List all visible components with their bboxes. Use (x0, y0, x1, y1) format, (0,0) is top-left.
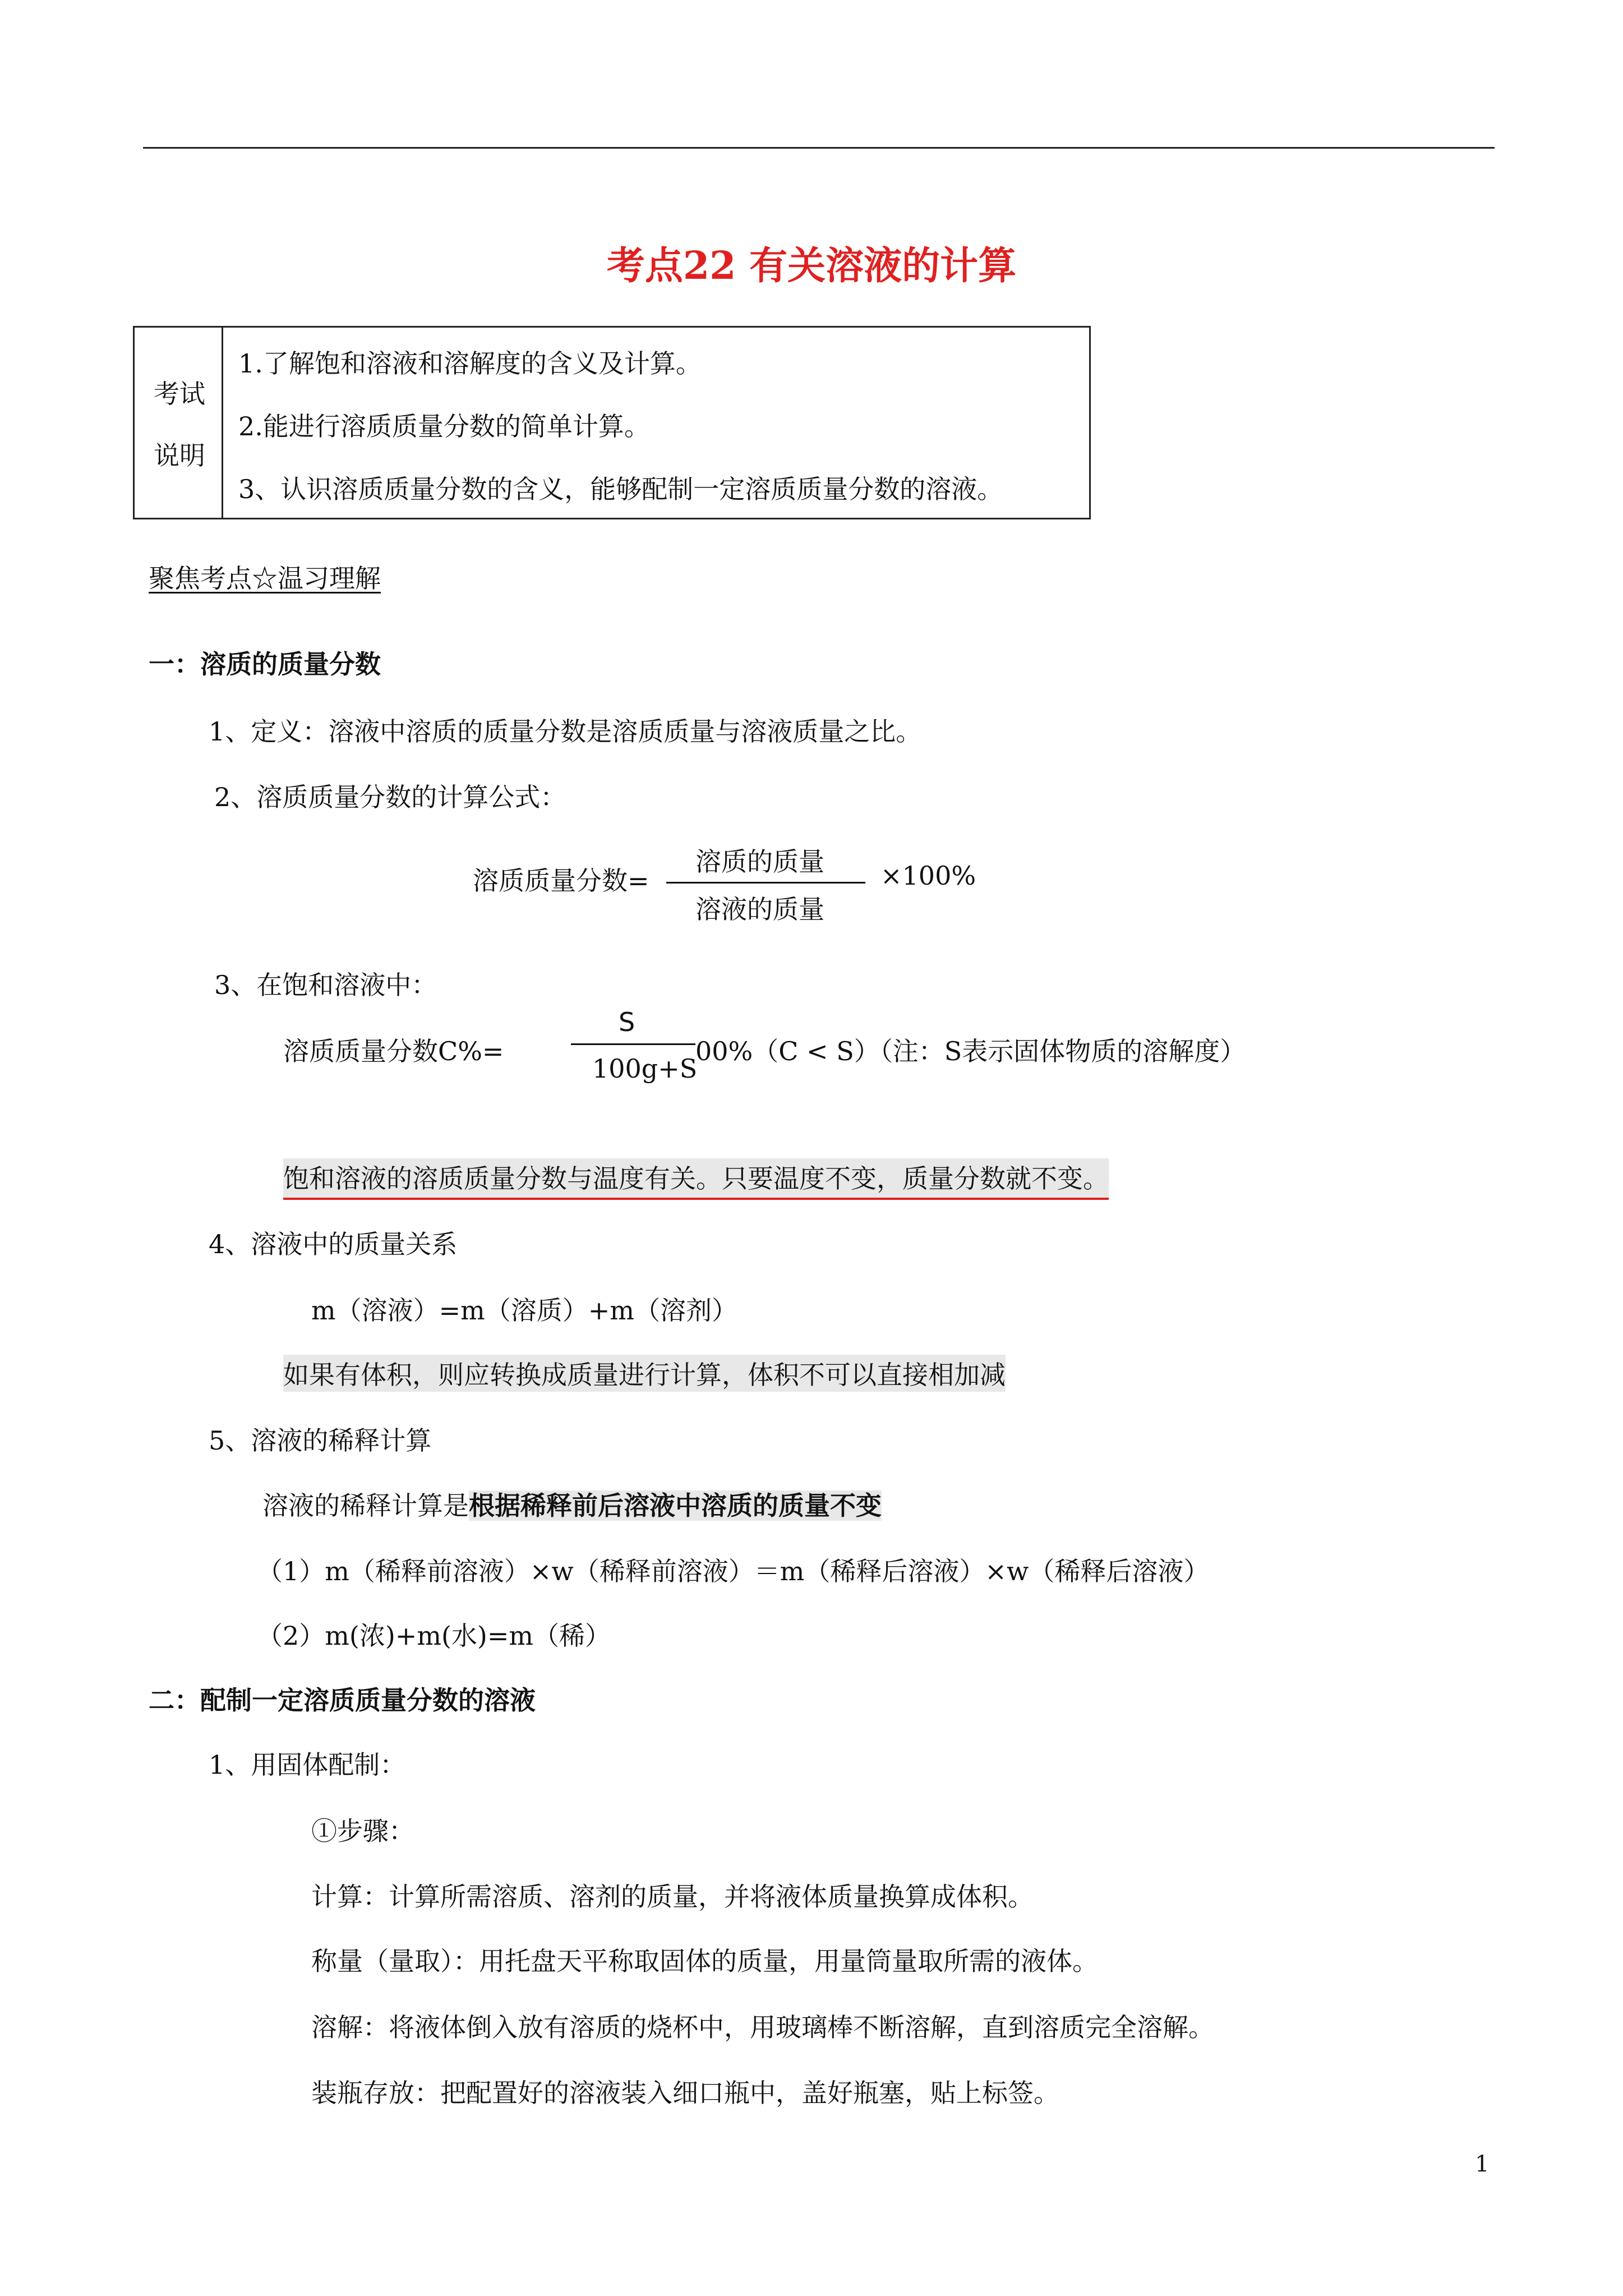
section1-item3: 3、在饱和溶液中： (214, 970, 437, 1000)
section1-heading: 一：溶质的质量分数 (149, 649, 381, 679)
dilution-rule-bold: 根据稀释前后溶液中溶质的质量不变 (469, 1490, 882, 1521)
section2-item1: 1、用固体配制： (209, 1750, 406, 1780)
step-dissolve: 溶解：将液体倒入放有溶质的烧杯中，用玻璃棒不断溶解，直到溶质完全溶解。 (311, 2012, 1214, 2042)
formula2-fraction-bar (571, 1043, 695, 1045)
formula1-denominator: 溶液的质量 (695, 894, 824, 924)
section1-item1: 1、定义：溶液中溶质的质量分数是溶质质量与溶液质量之比。 (209, 716, 922, 747)
exam-item-3: 3、认识溶质质量分数的含义，能够配制一定溶质质量分数的溶液。 (238, 474, 1003, 504)
steps-label: ①步骤： (311, 1816, 414, 1846)
formula2-numerator: S (619, 1007, 635, 1037)
dilution-equation-2: （2）m(浓)+m(水)=m（稀） (257, 1621, 611, 1651)
formula2-denominator: 100g+S (592, 1053, 698, 1084)
focus-heading: 聚焦考点☆温习理解 (149, 563, 381, 593)
formula1-lhs: 溶质质量分数= (473, 866, 649, 896)
section1-item5: 5、溶液的稀释计算 (209, 1425, 432, 1456)
section1-item4: 4、溶液中的质量关系 (209, 1229, 458, 1259)
mass-relation: m（溶液）=m（溶质）+m（溶剂） (311, 1295, 737, 1326)
dilution-equation-1: （1）m（稀释前溶液）×w（稀释前溶液）＝m（稀释后溶液）×w（稀释后溶液） (257, 1556, 1210, 1586)
exam-item-1: 1.了解饱和溶液和溶解度的含义及计算。 (238, 348, 702, 379)
formula2-suffix: 00%（C < S）（注：S表示固体物质的溶解度） (695, 1036, 1246, 1066)
volume-note: 如果有体积，则应转换成质量进行计算，体积不可以直接相加减 (283, 1355, 1006, 1392)
exam-description-box (133, 326, 1091, 519)
step-bottle: 装瓶存放：把配置好的溶液装入细口瓶中，盖好瓶塞，贴上标签。 (311, 2078, 1059, 2108)
formula1-fraction-bar (666, 882, 865, 884)
page-title: 考点22 有关溶液的计算 (606, 243, 1017, 288)
step-weigh: 称量（量取）：用托盘天平称取固体的质量，用量筒量取所需的液体。 (311, 1946, 1098, 1976)
exam-box-label-top: 考试 (154, 379, 205, 409)
exam-box-label-cell (135, 328, 223, 518)
saturated-note: 饱和溶液的溶质质量分数与温度有关。只要温度不变，质量分数就不变。 (283, 1158, 1109, 1200)
exam-item-2: 2.能进行溶质质量分数的简单计算。 (238, 411, 650, 441)
page-number: 1 (1475, 2151, 1490, 2177)
dilution-rule (262, 1485, 882, 1522)
section1-item2: 2、溶质质量分数的计算公式： (214, 782, 566, 812)
dilution-rule-prefix: 溶液的稀释计算是 (262, 1490, 469, 1521)
formula2-lhs: 溶质质量分数C%= (283, 1036, 504, 1066)
step-calculate: 计算：计算所需溶质、溶剂的质量，并将液体质量换算成体积。 (311, 1881, 1034, 1912)
formula1-suffix: ×100% (880, 861, 976, 891)
formula1-numerator: 溶质的质量 (695, 846, 824, 877)
header-rule (143, 147, 1495, 149)
section2-heading: 二：配制一定溶质质量分数的溶液 (149, 1685, 536, 1715)
exam-box-label-bottom: 说明 (154, 440, 205, 471)
